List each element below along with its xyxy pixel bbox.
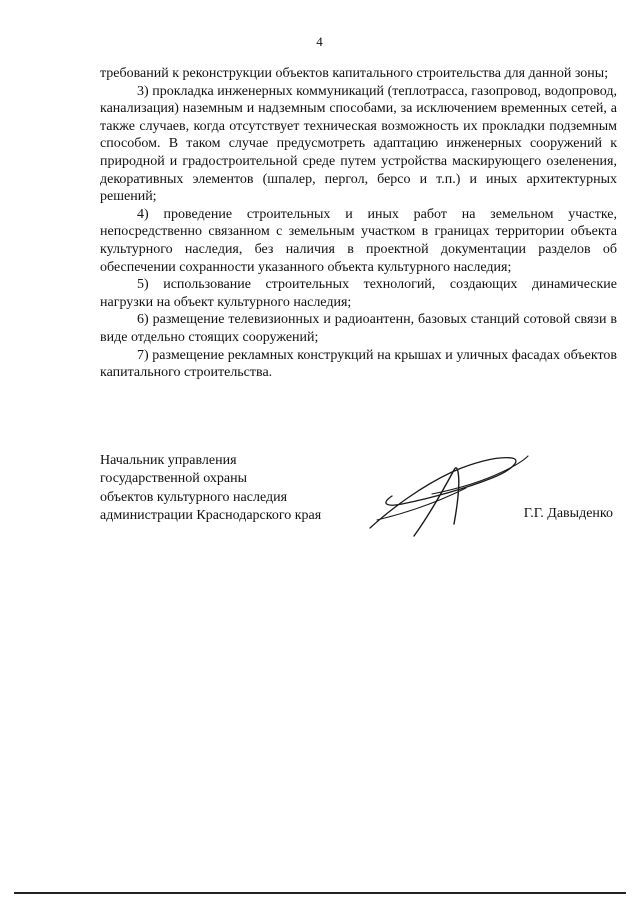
document-body: [100, 65, 617, 382]
paragraph-item-5: 5) использование строительных технологий, создающих динамические нагрузки на объект культурного наследия;: [100, 277, 617, 310]
signatory-title-line: администрации Краснодарского края: [100, 507, 322, 523]
bottom-rule: [14, 892, 626, 894]
handwritten-signature: [362, 448, 532, 540]
paragraph-item-4: 4) проведение строительных и иных работ на земельном участке, непосредственно связанном с земельным участком в границах территории объекта культурного наследия, без наличия в проектной документации разделов об обеспечении сохранности указанного объекта культурного наследия;: [100, 206, 617, 275]
signatory-title-line: объектов культурного наследия: [100, 489, 288, 505]
paragraph-item-6: 6) размещение телевизионных и радиоантенн, базовых станций сотовой связи в виде отдельно стоящих сооружений;: [100, 312, 617, 345]
paragraph-item-3: 3) прокладка инженерных коммуникаций (теплотрасса, газопровод, водопровод, канализация) наземным и надземным способами, за исключением временных сетей, а также случаев, когда отсутствует техническая возможность их прокладки подземным способом. В таком случае предусмотреть адаптацию инженерных сооружений к природной и градостроительной среде путем устройства маскирующего озеленения, декоративных элементов (шпалер, пергол, берсо и т.п.) и иных архитектурных решений;: [100, 83, 617, 205]
signatory-title-line: государственной охраны: [100, 471, 248, 487]
signatory-title-line: Начальник управления: [100, 453, 237, 468]
page-number: 4: [316, 34, 323, 49]
signatory-name: Г.Г. Давыденко: [523, 506, 613, 521]
paragraph-continuation: требований к реконструкции объектов капитального строительства для данной зоны;: [100, 66, 609, 81]
signature-block: [100, 452, 617, 542]
paragraph-item-7: 7) размещение рекламных конструкций на крышах и уличных фасадах объектов капитального строительства.: [100, 347, 617, 381]
